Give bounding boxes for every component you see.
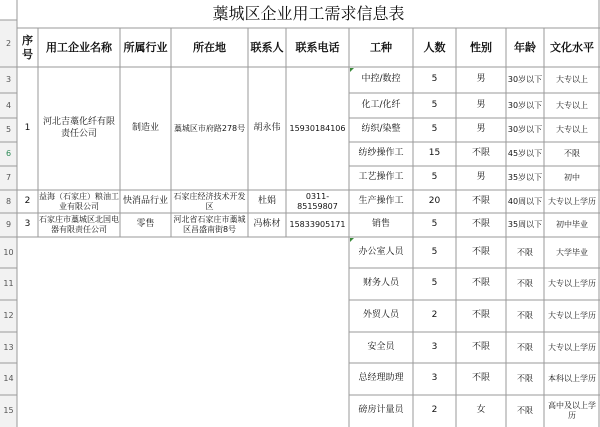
job-gender[interactable]: 男 xyxy=(476,74,486,85)
job-education[interactable]: 大专以上 xyxy=(556,75,588,84)
job-gender[interactable]: 不限 xyxy=(471,246,490,257)
job-count[interactable]: 5 xyxy=(431,74,438,85)
company-contact[interactable]: 冯栋材 xyxy=(253,219,281,230)
job-name[interactable]: 办公室人员 xyxy=(358,246,404,257)
header-phone[interactable]: 联系电话 xyxy=(295,40,340,54)
job-gender[interactable]: 不限 xyxy=(471,219,490,230)
job-age[interactable]: 45岁以下 xyxy=(507,149,543,158)
job-gender[interactable]: 不限 xyxy=(471,278,490,289)
job-gender[interactable]: 不限 xyxy=(471,148,490,159)
header-gender[interactable]: 性别 xyxy=(470,40,492,54)
company-industry[interactable]: 制造业 xyxy=(131,122,159,133)
job-age[interactable]: 40周以下 xyxy=(507,196,543,206)
job-age[interactable]: 35岁以下 xyxy=(507,173,543,182)
row-number[interactable]: 15 xyxy=(0,395,17,427)
sheet-title: 藁城区企业用工需求信息表 xyxy=(212,4,405,23)
header-location[interactable]: 所在地 xyxy=(193,40,226,54)
company-seq[interactable]: 2 xyxy=(24,195,31,206)
job-age[interactable]: 不限 xyxy=(517,279,533,288)
job-education[interactable]: 初中 xyxy=(564,173,580,182)
job-gender[interactable]: 男 xyxy=(476,124,486,135)
job-name[interactable]: 财务人员 xyxy=(362,278,399,289)
company-location[interactable]: 石家庄经济技术开发区 xyxy=(173,191,246,211)
job-education[interactable]: 大专以上学历 xyxy=(548,279,596,288)
job-age[interactable]: 30岁以下 xyxy=(507,75,543,84)
job-count[interactable]: 5 xyxy=(431,278,438,289)
company-location[interactable]: 藁城区市府路278号 xyxy=(173,123,246,133)
job-education[interactable]: 不限 xyxy=(564,149,580,158)
empty-cell-block[interactable] xyxy=(17,237,349,427)
row-number[interactable]: 5 xyxy=(0,118,17,142)
job-count[interactable]: 3 xyxy=(431,341,438,352)
row-number[interactable]: 14 xyxy=(0,363,17,395)
job-education[interactable]: 大专以上 xyxy=(556,100,588,110)
job-count[interactable]: 5 xyxy=(431,99,438,110)
company-phone[interactable]: 15833905171 xyxy=(289,220,346,229)
job-name[interactable]: 总经理助理 xyxy=(358,373,404,384)
row-number[interactable]: 11 xyxy=(0,268,17,300)
job-age[interactable]: 30岁以下 xyxy=(507,125,543,134)
company-industry[interactable]: 零售 xyxy=(136,219,155,230)
job-education[interactable]: 大学毕业 xyxy=(556,247,588,257)
job-count[interactable]: 5 xyxy=(431,124,438,135)
job-age[interactable]: 35周以下 xyxy=(507,220,543,229)
job-name[interactable]: 磅房计量员 xyxy=(358,405,404,416)
header-job[interactable]: 工种 xyxy=(370,40,392,54)
company-phone[interactable]: 15930184106 xyxy=(289,123,346,133)
job-gender[interactable]: 女 xyxy=(476,405,486,416)
job-education[interactable]: 本科以上学历 xyxy=(548,374,596,383)
company-name[interactable]: 石家庄市藁城区北国电器有限责任公司 xyxy=(39,215,119,234)
job-count[interactable]: 2 xyxy=(431,405,438,416)
header-count[interactable]: 人数 xyxy=(423,40,446,54)
header-age[interactable]: 年龄 xyxy=(514,40,536,54)
company-phone[interactable]: 0311-85159807 xyxy=(297,191,338,211)
job-education[interactable]: 大专以上学历 xyxy=(548,311,596,320)
cell-marker xyxy=(350,68,354,72)
row-number[interactable]: 7 xyxy=(0,166,17,190)
job-name[interactable]: 生产操作工 xyxy=(358,195,404,206)
job-name[interactable]: 化工/化纤 xyxy=(361,99,401,110)
company-industry[interactable]: 快消品行业 xyxy=(122,195,168,206)
row-number[interactable]: 3 xyxy=(0,67,17,93)
job-education[interactable]: 大专以上学历 xyxy=(548,342,596,352)
row-number[interactable]: 10 xyxy=(0,237,17,268)
job-gender[interactable]: 不限 xyxy=(471,341,490,352)
job-education[interactable]: 大专以上学历 xyxy=(548,196,596,206)
company-contact[interactable]: 杜娟 xyxy=(257,195,276,206)
job-age[interactable]: 不限 xyxy=(517,342,533,352)
company-contact[interactable]: 胡永伟 xyxy=(253,122,281,133)
company-name[interactable]: 益海（石家庄）粮油工业有限公司 xyxy=(39,191,119,211)
job-age[interactable]: 30岁以下 xyxy=(507,100,543,110)
job-age[interactable]: 不限 xyxy=(517,406,533,415)
job-name[interactable]: 销售 xyxy=(371,219,390,230)
job-gender[interactable]: 男 xyxy=(476,172,486,183)
job-education[interactable]: 大专以上 xyxy=(556,125,588,134)
job-age[interactable]: 不限 xyxy=(517,374,533,383)
row-number[interactable]: 12 xyxy=(0,300,17,332)
job-count[interactable]: 3 xyxy=(431,373,438,384)
job-age[interactable]: 不限 xyxy=(517,247,533,257)
row-number[interactable]: 8 xyxy=(0,190,17,213)
job-gender[interactable]: 男 xyxy=(476,99,486,110)
job-count[interactable]: 5 xyxy=(431,246,438,257)
job-count[interactable]: 2 xyxy=(431,310,438,321)
job-gender[interactable]: 不限 xyxy=(471,373,490,384)
job-education[interactable]: 初中毕业 xyxy=(556,220,588,229)
header-seq[interactable]: 序号 xyxy=(22,33,33,61)
row-number[interactable]: 4 xyxy=(0,93,17,118)
job-age[interactable]: 不限 xyxy=(517,311,533,320)
row-number[interactable]: 2 xyxy=(0,20,17,67)
header-industry[interactable]: 所属行业 xyxy=(123,40,168,54)
row-number[interactable]: 9 xyxy=(0,213,17,237)
company-location[interactable]: 河北省石家庄市藁城区昌盛南街8号 xyxy=(173,215,246,234)
job-name[interactable]: 安全员 xyxy=(367,341,395,352)
job-count[interactable]: 20 xyxy=(428,195,441,206)
job-name[interactable]: 工艺操作工 xyxy=(358,172,404,183)
cell-marker xyxy=(350,238,354,242)
company-name[interactable]: 河北吉藁化纤有限责任公司 xyxy=(42,117,115,139)
job-name[interactable]: 纺纱操作工 xyxy=(358,148,404,159)
job-name[interactable]: 纺织/染整 xyxy=(361,124,401,135)
job-count[interactable]: 15 xyxy=(428,148,441,159)
job-name[interactable]: 中控/数控 xyxy=(361,74,401,85)
header-education[interactable]: 文化水平 xyxy=(550,40,594,54)
job-education[interactable]: 高中及以上学历 xyxy=(548,401,596,420)
job-count[interactable]: 5 xyxy=(431,172,438,183)
row-number[interactable]: 13 xyxy=(0,332,17,363)
header-contact[interactable]: 联系人 xyxy=(250,40,284,54)
job-name[interactable]: 外贸人员 xyxy=(362,310,399,321)
job-gender[interactable]: 不限 xyxy=(471,195,490,206)
job-count[interactable]: 5 xyxy=(431,219,438,230)
company-seq[interactable]: 1 xyxy=(24,122,31,133)
row-number[interactable]: 6 xyxy=(0,142,17,166)
company-seq[interactable]: 3 xyxy=(24,219,31,230)
header-company[interactable]: 用工企业名称 xyxy=(46,40,112,54)
job-gender[interactable]: 不限 xyxy=(471,310,490,321)
